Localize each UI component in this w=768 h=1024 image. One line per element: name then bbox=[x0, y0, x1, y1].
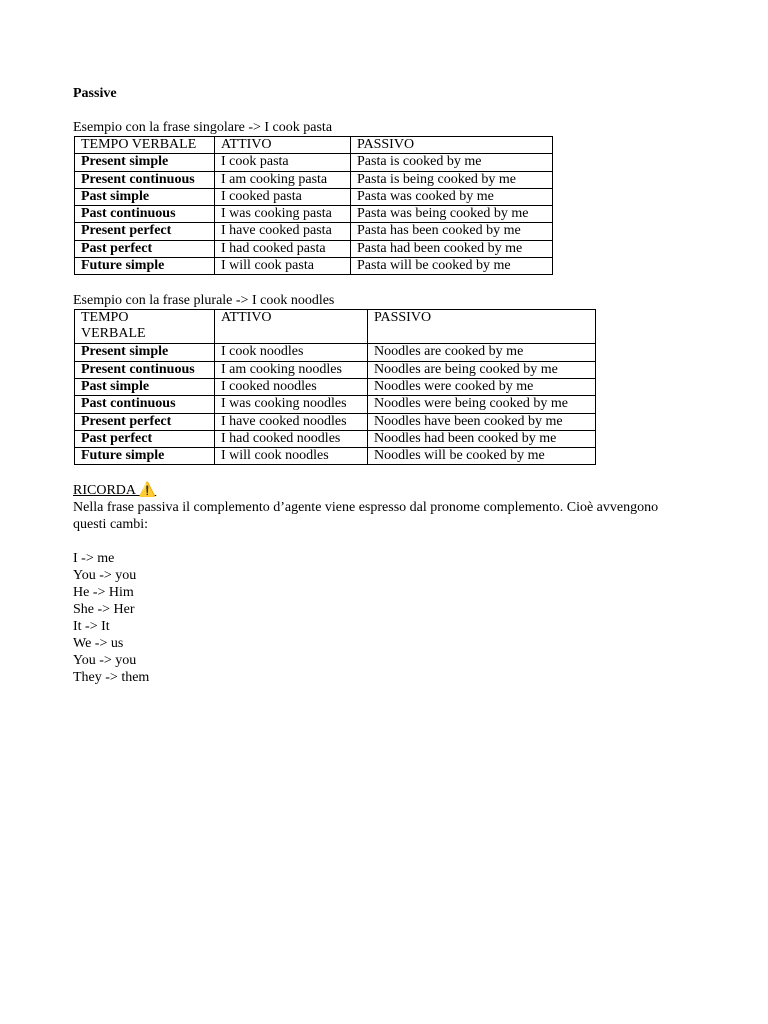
table-row bbox=[75, 258, 553, 275]
spacer bbox=[73, 533, 693, 550]
passive-cell: Pasta was cooked by me bbox=[351, 188, 553, 205]
list-item: I -> me bbox=[73, 551, 115, 567]
spacer bbox=[73, 465, 693, 482]
header-tense: TEMPO VERBALE bbox=[75, 137, 215, 154]
active-cell: I have cooked noodles bbox=[215, 413, 368, 430]
reminder-heading: RICORDA ⚠️ bbox=[73, 483, 157, 499]
header-active: ATTIVO bbox=[215, 310, 368, 344]
table-row bbox=[75, 188, 553, 205]
list-item: We -> us bbox=[73, 636, 124, 652]
tense-cell: Past simple bbox=[75, 188, 215, 205]
list-item: You -> you bbox=[73, 568, 137, 584]
active-cell: I was cooking pasta bbox=[215, 206, 351, 223]
table-row bbox=[75, 413, 596, 430]
passive-cell: Pasta is cooked by me bbox=[351, 154, 553, 171]
tense-cell: Present continuous bbox=[75, 361, 215, 378]
plural-caption: Esempio con la frase plurale -> I cook noodles bbox=[73, 293, 335, 309]
table-row bbox=[75, 361, 596, 378]
passive-cell: Noodles were cooked by me bbox=[368, 378, 596, 395]
header-active: ATTIVO bbox=[215, 137, 351, 154]
active-cell: I cooked pasta bbox=[215, 188, 351, 205]
passive-cell: Noodles are being cooked by me bbox=[368, 361, 596, 378]
passive-cell: Noodles had been cooked by me bbox=[368, 430, 596, 447]
active-cell: I am cooking noodles bbox=[215, 361, 368, 378]
active-cell: I was cooking noodles bbox=[215, 396, 368, 413]
passive-cell: Pasta had been cooked by me bbox=[351, 240, 553, 257]
list-item: He -> Him bbox=[73, 585, 134, 601]
tense-cell: Past simple bbox=[75, 378, 215, 395]
passive-cell: Pasta has been cooked by me bbox=[351, 223, 553, 240]
list-item: She -> Her bbox=[73, 602, 135, 618]
passive-cell: Pasta is being cooked by me bbox=[351, 171, 553, 188]
table-row bbox=[75, 223, 553, 240]
active-cell: I have cooked pasta bbox=[215, 223, 351, 240]
tense-cell: Future simple bbox=[75, 258, 215, 275]
header-tense-text: TEMPO VERBALE bbox=[81, 310, 146, 342]
document-title: Passive bbox=[73, 86, 117, 101]
singular-table bbox=[74, 136, 553, 275]
list-item: It -> It bbox=[73, 619, 110, 635]
table-row bbox=[75, 240, 553, 257]
table-row bbox=[75, 206, 553, 223]
active-cell: I will cook pasta bbox=[215, 258, 351, 275]
table-header-row bbox=[75, 137, 553, 154]
passive-cell: Pasta was being cooked by me bbox=[351, 206, 553, 223]
header-passive: PASSIVO bbox=[351, 137, 553, 154]
tense-cell: Past continuous bbox=[75, 396, 215, 413]
spacer bbox=[73, 102, 693, 119]
table-row bbox=[75, 448, 596, 465]
table-row bbox=[75, 344, 596, 361]
passive-cell: Pasta will be cooked by me bbox=[351, 258, 553, 275]
table-row bbox=[75, 396, 596, 413]
header-tense bbox=[75, 310, 215, 344]
active-cell: I cook pasta bbox=[215, 154, 351, 171]
passive-cell: Noodles are cooked by me bbox=[368, 344, 596, 361]
tense-cell: Past perfect bbox=[75, 430, 215, 447]
table-header-row bbox=[75, 310, 596, 344]
pronoun-list bbox=[73, 550, 693, 686]
table-row bbox=[75, 430, 596, 447]
active-cell: I had cooked noodles bbox=[215, 430, 368, 447]
active-cell: I cooked noodles bbox=[215, 378, 368, 395]
active-cell: I will cook noodles bbox=[215, 448, 368, 465]
reminder-text: Nella frase passiva il complemento d’agente viene espresso dal pronome complemento. Cioè avvengono questi cambi: bbox=[73, 500, 659, 533]
passive-cell: Noodles have been cooked by me bbox=[368, 413, 596, 430]
tense-cell: Past continuous bbox=[75, 206, 215, 223]
list-item: They -> them bbox=[73, 670, 150, 686]
active-cell: I am cooking pasta bbox=[215, 171, 351, 188]
singular-caption: Esempio con la frase singolare -> I cook pasta bbox=[73, 120, 333, 135]
table-row bbox=[75, 378, 596, 395]
tense-cell: Past perfect bbox=[75, 240, 215, 257]
tense-cell: Present perfect bbox=[75, 223, 215, 240]
tense-cell: Present perfect bbox=[75, 413, 215, 430]
active-cell: I had cooked pasta bbox=[215, 240, 351, 257]
list-item: You -> you bbox=[73, 653, 137, 669]
document-page bbox=[73, 85, 693, 686]
table-row bbox=[75, 154, 553, 171]
tense-cell: Present continuous bbox=[75, 171, 215, 188]
tense-cell: Future simple bbox=[75, 448, 215, 465]
passive-cell: Noodles were being cooked by me bbox=[368, 396, 596, 413]
active-cell: I cook noodles bbox=[215, 344, 368, 361]
passive-cell: Noodles will be cooked by me bbox=[368, 448, 596, 465]
header-passive: PASSIVO bbox=[368, 310, 596, 344]
table-row bbox=[75, 171, 553, 188]
spacer bbox=[73, 275, 693, 292]
tense-cell: Present simple bbox=[75, 154, 215, 171]
tense-cell: Present simple bbox=[75, 344, 215, 361]
plural-table bbox=[74, 309, 596, 465]
